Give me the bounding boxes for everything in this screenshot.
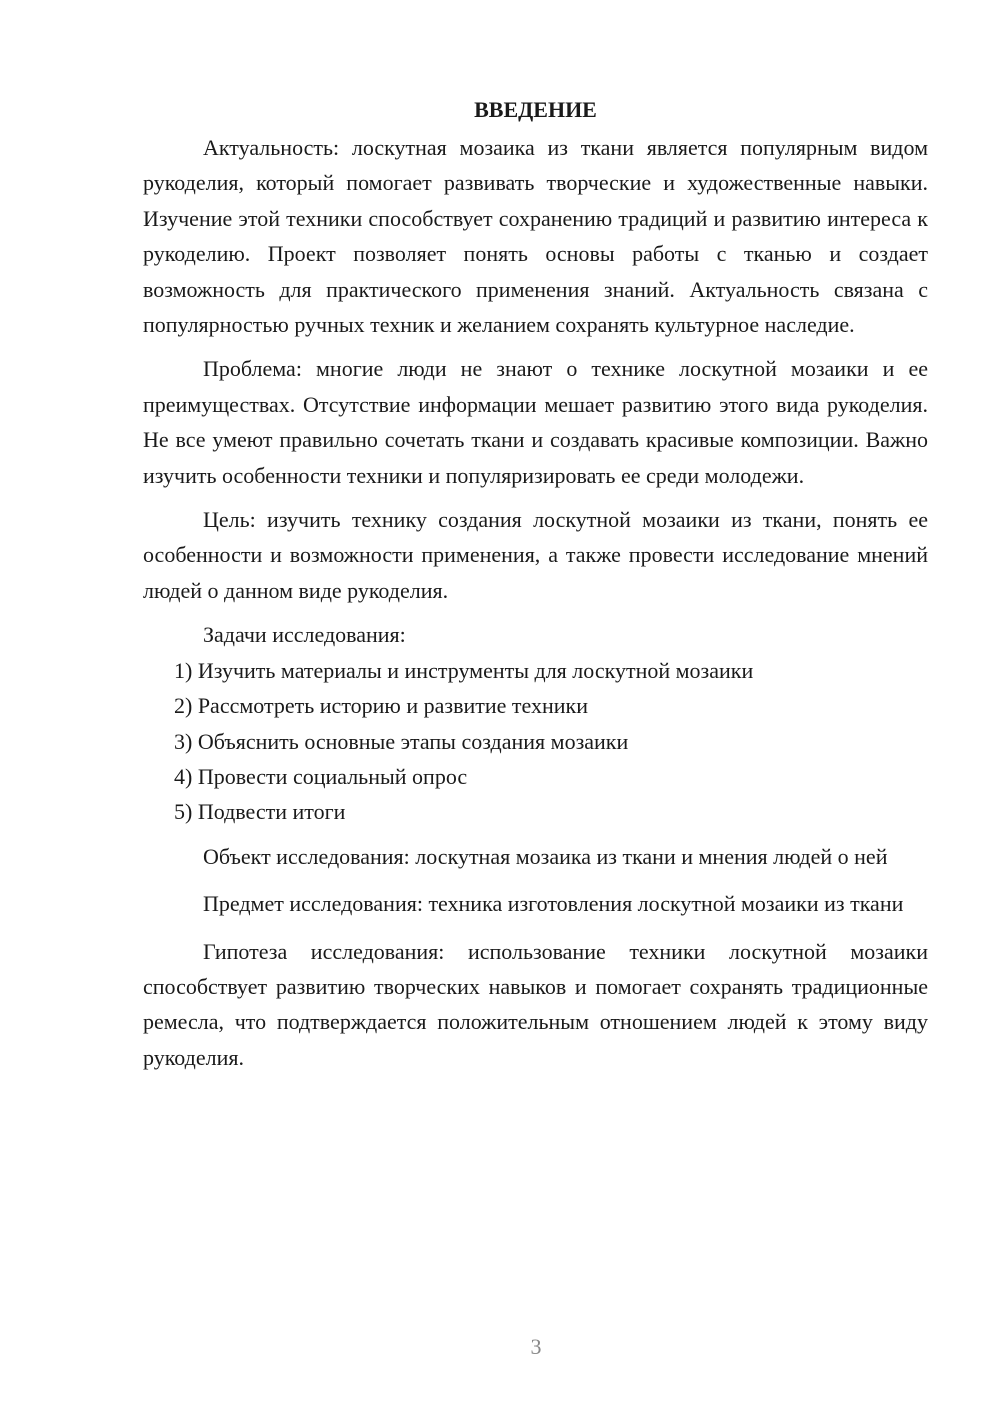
list-item: 1) Изучить материалы и инструменты для лоскутной мозаики bbox=[174, 657, 754, 683]
page-title: ВВЕДЕНИЕ bbox=[474, 97, 597, 122]
tasks-list bbox=[143, 653, 928, 830]
list-item: 4) Провести социальный опрос bbox=[174, 763, 468, 789]
object-paragraph: Объект исследования: лоскутная мозаика из ткани и мнения людей о ней bbox=[203, 843, 888, 869]
goal-paragraph: Цель: изучить технику создания лоскутной мозаики из ткани, понять ее особенности и возможности применения, а также провести исследование мнений людей о данном виде рукоделия. bbox=[143, 507, 928, 603]
relevance-paragraph: Актуальность: лоскутная мозаика из ткани является популярным видом рукоделия, который помогает развивать творческие и художественные навыки. Изучение этой техники способствует сохранению традиций и развитию интереса к рукоделию. Проект позволяет понять основы работы с тканью и создает возможность для практического применения знаний. Актуальность связана с популярностью ручных техник и желанием сохранять культурное наследие. bbox=[143, 135, 928, 338]
problem-paragraph: Проблема: многие люди не знают о технике лоскутной мозаики и ее преимуществах. Отсутствие информации мешает развитию этого вида рукоделия. Не все умеют правильно сочетать ткани и создавать красивые композиции. Важно изучить особенности техники и популяризировать ее среди молодежи. bbox=[143, 356, 928, 488]
list-item: 5) Подвести итоги bbox=[174, 799, 346, 825]
subject-paragraph: Предмет исследования: техника изготовления лоскутной мозаики из ткани bbox=[203, 891, 904, 917]
list-item: 2) Рассмотреть историю и развитие техники bbox=[174, 693, 588, 719]
document-body bbox=[143, 92, 928, 1075]
page-number: 3 bbox=[530, 1334, 542, 1359]
hypothesis-paragraph: Гипотеза исследования: использование техники лоскутной мозаики способствует развитию творческих навыков и помогает сохранять традиционные ремесла, что подтверждается положительным отношением людей к этому виду рукоделия. bbox=[143, 938, 928, 1070]
tasks-title: Задачи исследования: bbox=[203, 622, 406, 648]
list-item: 3) Объяснить основные этапы создания мозаики bbox=[174, 728, 629, 754]
